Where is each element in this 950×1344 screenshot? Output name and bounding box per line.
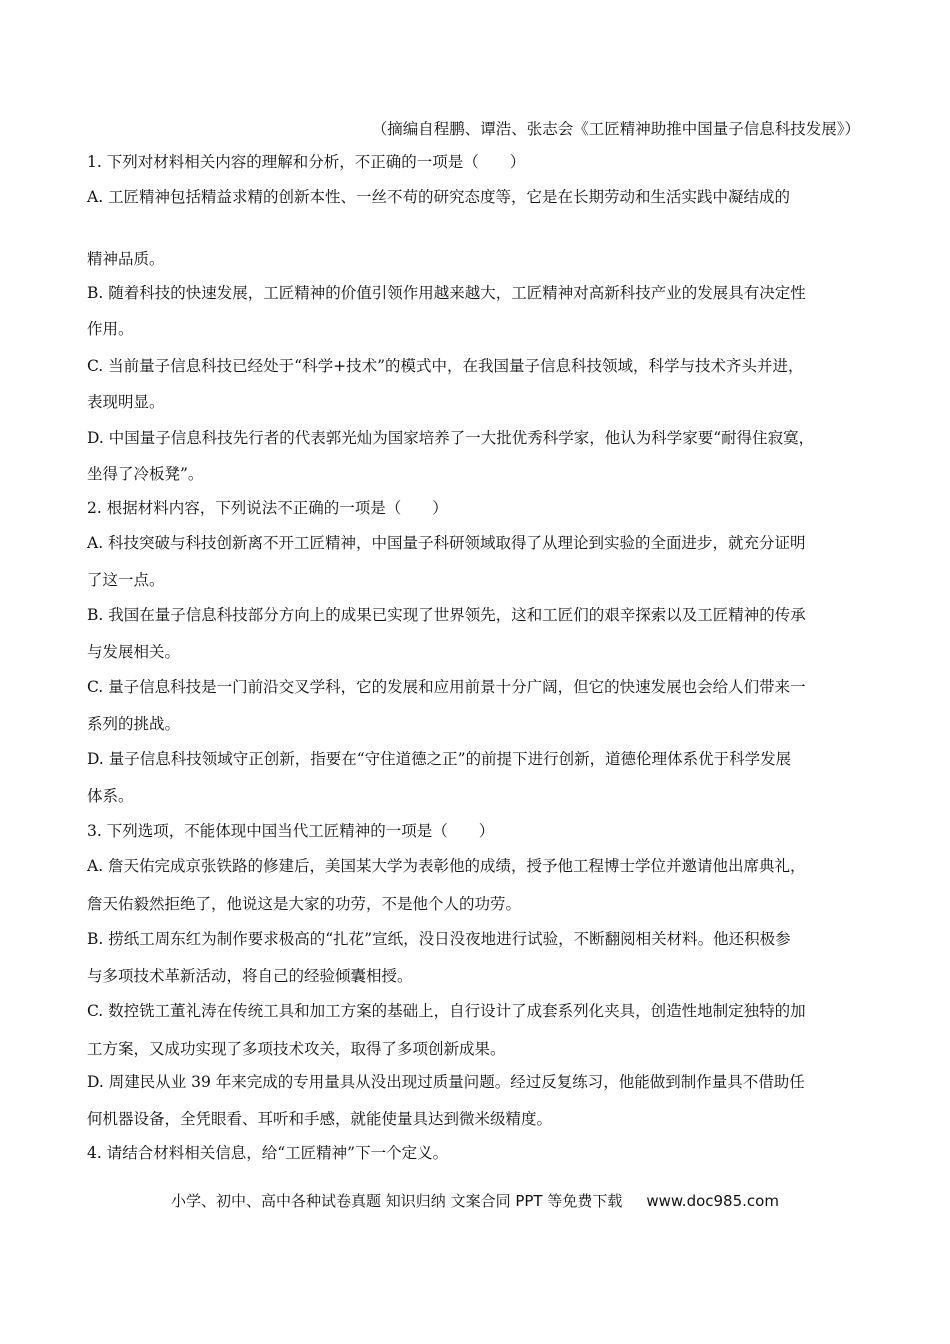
q2-option-a-line2: 了这一点。 [87, 571, 165, 589]
page-footer [0, 1190, 950, 1211]
q1-option-b-line2: 作用。 [87, 320, 134, 338]
q2-option-c-line2: 系列的挑战。 [87, 715, 181, 733]
q1-option-a-line1: A. 工匠精神包括精益求精的创新本性、一丝不苟的研究态度等，它是在长期劳动和生活实践中凝结成的 [87, 188, 791, 206]
q3-option-c-line1: C. 数控铣工董礼涛在传统工具和加工方案的基础上，自行设计了成套系列化夹具，创造性地制定独特的加 [87, 1002, 806, 1020]
question-4-stem: 4. 请结合材料相关信息，给“工匠精神”下一个定义。 [87, 1144, 449, 1162]
q2-option-c-line1: C. 量子信息科技是一门前沿交叉学科，它的发展和应用前景十分广阔，但它的快速发展也会给人们带来一 [87, 678, 806, 696]
q3-option-d-line2: 何机器设备，全凭眼看、耳听和手感，就能使量具达到微米级精度。 [87, 1110, 553, 1128]
q1-option-d-line2: 坐得了冷板凳”。 [87, 465, 204, 483]
q3-option-d-line1: D. 周建民从业 39 年来完成的专用量具从没出现过质量问题。经过反复练习，他能做到制作量具不借助任 [87, 1073, 805, 1091]
source-citation: （摘编自程鹏、谭浩、张志会《工匠精神助推中国量子信息科技发展》） [371, 120, 860, 138]
footer-text: 小学、初中、高中各种试卷真题 知识归纳 文案合同 PPT 等免费下载 [171, 1192, 623, 1210]
q2-option-d-line1: D. 量子信息科技领域守正创新，指要在“守住道德之正”的前提下进行创新，道德伦理体系优于科学发展 [87, 750, 792, 768]
footer-site-link[interactable]: www.doc985.com [646, 1192, 779, 1210]
q2-option-d-line2: 体系。 [87, 787, 134, 805]
question-2-stem: 2. 根据材料内容，下列说法不正确的一项是（ ） [87, 499, 448, 517]
q2-option-b-line2: 与发展相关。 [87, 643, 181, 661]
q3-option-a-line1: A. 詹天佑完成京张铁路的修建后，美国某大学为表彰他的成绩，授予他工程博士学位并邀请他出席典礼， [87, 857, 806, 875]
question-1-stem: 1. 下列对材料相关内容的理解和分析，不正确的一项是（ ） [87, 153, 526, 171]
question-3-stem: 3. 下列选项，不能体现中国当代工匠精神的一项是（ ） [87, 822, 495, 840]
q1-option-d-line1: D. 中国量子信息科技先行者的代表郭光灿为国家培养了一大批优秀科学家，他认为科学家要“耐得住寂寞， [87, 429, 815, 447]
q3-option-c-line2: 工方案，又成功实现了多项技术攻关，取得了多项创新成果。 [87, 1040, 506, 1058]
q3-option-a-line2: 詹天佑毅然拒绝了，他说这是大家的功劳，不是他个人的功劳。 [87, 895, 522, 913]
q2-option-b-line1: B. 我国在量子信息科技部分方向上的成果已实现了世界领先，这和工匠们的艰辛探索以及工匠精神的传承 [87, 606, 806, 624]
q3-option-b-line2: 与多项技术革新活动，将自己的经验倾囊相授。 [87, 967, 413, 985]
q3-option-b-line1: B. 捞纸工周东红为制作要求极高的“扎花”宣纸，没日没夜地进行试验，不断翻阅相关材料。他还积极参 [87, 930, 791, 948]
q1-option-a-line2: 精神品质。 [87, 250, 165, 268]
q1-option-c-line1: C. 当前量子信息科技已经处于“科学+技术”的模式中，在我国量子信息科技领域，科学与技术齐头并进， [87, 357, 804, 375]
q1-option-b-line1: B. 随着科技的快速发展，工匠精神的价值引领作用越来越大，工匠精神对高新科技产业的发展具有决定性 [87, 284, 806, 302]
q1-option-c-line2: 表现明显。 [87, 393, 165, 411]
q2-option-a-line1: A. 科技突破与科技创新离不开工匠精神，中国量子科研领域取得了从理论到实验的全面进步，就充分证明 [87, 534, 806, 552]
